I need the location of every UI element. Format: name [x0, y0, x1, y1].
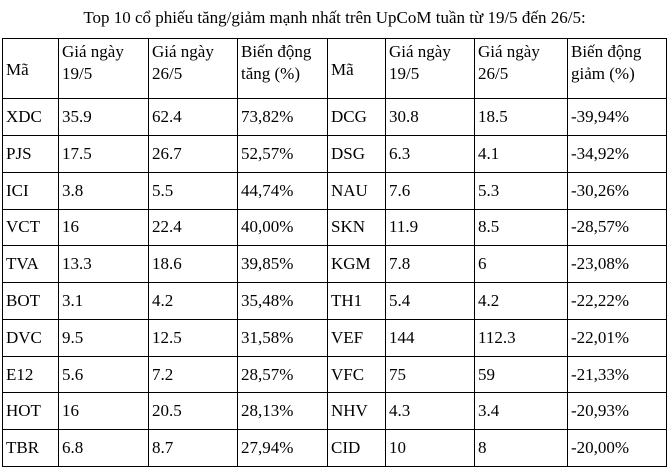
- gain-price-19-5: 16: [59, 393, 149, 430]
- loss-price-19-5: 144: [386, 319, 475, 356]
- gain-price-26-5: 22.4: [149, 209, 238, 246]
- gain-stock-code: PJS: [3, 136, 59, 173]
- table-row: [3, 319, 667, 356]
- gain-price-26-5: 7.2: [149, 356, 238, 393]
- header-gain-code: Mã: [3, 39, 59, 99]
- gain-stock-code: E12: [3, 356, 59, 393]
- loss-change-percent: -20,93%: [568, 393, 667, 430]
- header-gain-change: Biến động tăng (%): [238, 39, 328, 99]
- loss-price-26-5: 5.3: [475, 172, 568, 209]
- loss-price-19-5: 30.8: [386, 99, 475, 136]
- loss-price-19-5: 7.8: [386, 246, 475, 283]
- loss-price-19-5: 4.3: [386, 393, 475, 430]
- table-row: [3, 430, 667, 467]
- header-loss-code: Mã: [328, 39, 386, 99]
- loss-price-19-5: 10: [386, 430, 475, 467]
- gain-price-19-5: 6.8: [59, 430, 149, 467]
- table-row: [3, 283, 667, 320]
- loss-price-26-5: 112.3: [475, 319, 568, 356]
- gain-price-26-5: 8.7: [149, 430, 238, 467]
- loss-stock-code: VFC: [328, 356, 386, 393]
- gain-price-19-5: 16: [59, 209, 149, 246]
- gain-price-19-5: 13.3: [59, 246, 149, 283]
- loss-change-percent: -23,08%: [568, 246, 667, 283]
- loss-price-26-5: 18.5: [475, 99, 568, 136]
- loss-change-percent: -30,26%: [568, 172, 667, 209]
- loss-price-19-5: 7.6: [386, 172, 475, 209]
- gain-price-26-5: 20.5: [149, 393, 238, 430]
- loss-price-19-5: 6.3: [386, 136, 475, 173]
- loss-change-percent: -22,01%: [568, 319, 667, 356]
- gain-change-percent: 44,74%: [238, 172, 328, 209]
- table-caption: Top 10 cổ phiếu tăng/giảm mạnh nhất trên UpCoM tuần từ 19/5 đến 26/5:: [83, 8, 586, 27]
- gain-price-19-5: 9.5: [59, 319, 149, 356]
- gain-price-19-5: 35.9: [59, 99, 149, 136]
- gain-stock-code: TBR: [3, 430, 59, 467]
- gain-price-19-5: 17.5: [59, 136, 149, 173]
- table-row: [3, 136, 667, 173]
- loss-change-percent: -22,22%: [568, 283, 667, 320]
- loss-stock-code: NHV: [328, 393, 386, 430]
- gain-change-percent: 27,94%: [238, 430, 328, 467]
- loss-change-percent: -34,92%: [568, 136, 667, 173]
- stock-movers-table: [2, 38, 667, 467]
- gain-price-26-5: 62.4: [149, 99, 238, 136]
- loss-price-26-5: 8: [475, 430, 568, 467]
- gain-stock-code: XDC: [3, 99, 59, 136]
- loss-change-percent: -28,57%: [568, 209, 667, 246]
- loss-price-19-5: 11.9: [386, 209, 475, 246]
- table-row: [3, 246, 667, 283]
- gain-price-26-5: 26.7: [149, 136, 238, 173]
- table-row: [3, 209, 667, 246]
- header-gain-price-1: Giá ngày 19/5: [59, 39, 149, 99]
- gain-stock-code: HOT: [3, 393, 59, 430]
- gain-price-26-5: 5.5: [149, 172, 238, 209]
- table-row: [3, 393, 667, 430]
- loss-stock-code: CID: [328, 430, 386, 467]
- gain-price-19-5: 3.1: [59, 283, 149, 320]
- loss-stock-code: KGM: [328, 246, 386, 283]
- loss-stock-code: NAU: [328, 172, 386, 209]
- loss-stock-code: SKN: [328, 209, 386, 246]
- gain-change-percent: 52,57%: [238, 136, 328, 173]
- loss-stock-code: DSG: [328, 136, 386, 173]
- gain-stock-code: DVC: [3, 319, 59, 356]
- gain-stock-code: TVA: [3, 246, 59, 283]
- loss-price-26-5: 6: [475, 246, 568, 283]
- gain-price-19-5: 5.6: [59, 356, 149, 393]
- loss-price-19-5: 5.4: [386, 283, 475, 320]
- gain-change-percent: 31,58%: [238, 319, 328, 356]
- loss-stock-code: TH1: [328, 283, 386, 320]
- loss-price-26-5: 4.1: [475, 136, 568, 173]
- table-row: [3, 172, 667, 209]
- gain-price-26-5: 18.6: [149, 246, 238, 283]
- gain-change-percent: 73,82%: [238, 99, 328, 136]
- gain-price-26-5: 12.5: [149, 319, 238, 356]
- table-row: [3, 99, 667, 136]
- header-loss-change: Biến động giảm (%): [568, 39, 667, 99]
- header-loss-price-2: Giá ngày 26/5: [475, 39, 568, 99]
- loss-change-percent: -21,33%: [568, 356, 667, 393]
- gain-price-19-5: 3.8: [59, 172, 149, 209]
- gain-stock-code: VCT: [3, 209, 59, 246]
- gain-change-percent: 28,57%: [238, 356, 328, 393]
- loss-stock-code: VEF: [328, 319, 386, 356]
- gain-change-percent: 28,13%: [238, 393, 328, 430]
- loss-change-percent: -20,00%: [568, 430, 667, 467]
- loss-price-26-5: 59: [475, 356, 568, 393]
- loss-price-26-5: 3.4: [475, 393, 568, 430]
- header-row: [3, 39, 667, 99]
- gain-change-percent: 40,00%: [238, 209, 328, 246]
- gain-change-percent: 35,48%: [238, 283, 328, 320]
- gain-stock-code: BOT: [3, 283, 59, 320]
- gain-stock-code: ICI: [3, 172, 59, 209]
- loss-price-26-5: 4.2: [475, 283, 568, 320]
- header-loss-price-1: Giá ngày 19/5: [386, 39, 475, 99]
- table-row: [3, 356, 667, 393]
- loss-price-26-5: 8.5: [475, 209, 568, 246]
- loss-change-percent: -39,94%: [568, 99, 667, 136]
- loss-stock-code: DCG: [328, 99, 386, 136]
- gain-change-percent: 39,85%: [238, 246, 328, 283]
- gain-price-26-5: 4.2: [149, 283, 238, 320]
- header-gain-price-2: Giá ngày 26/5: [149, 39, 238, 99]
- loss-price-19-5: 75: [386, 356, 475, 393]
